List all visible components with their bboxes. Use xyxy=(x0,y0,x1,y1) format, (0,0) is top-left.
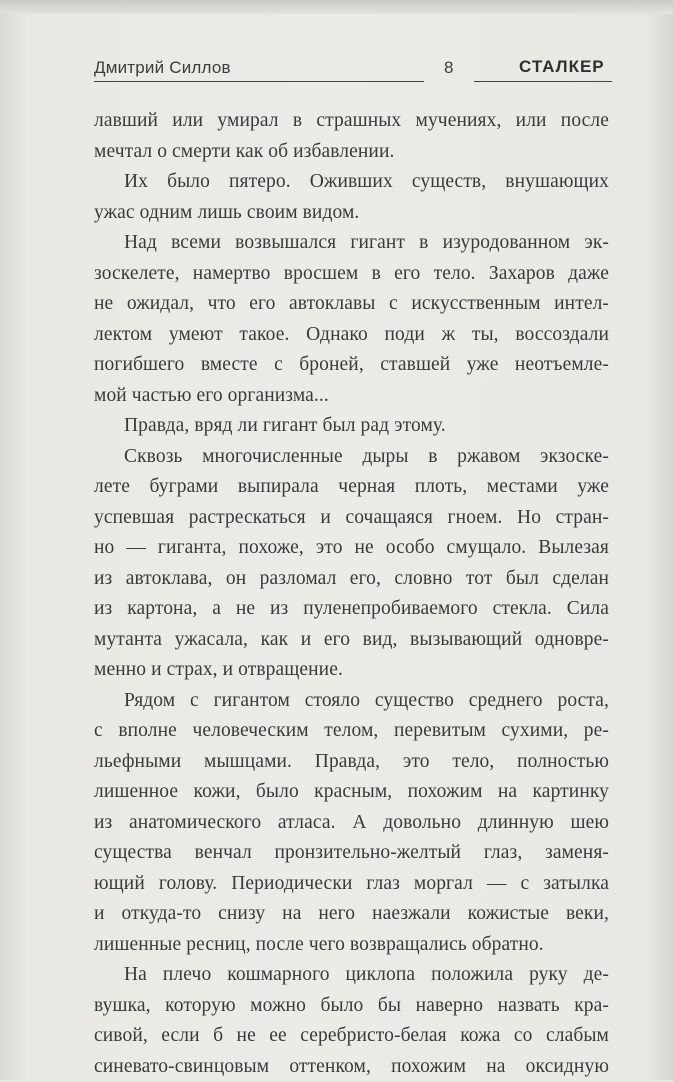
text-line: менно и страх, и отвращение. xyxy=(94,655,609,686)
text-line: но — гиганта, похоже, это не особо смущало. Вылезая xyxy=(94,533,609,564)
text-line: не ожидал, что его автоклавы с искусственным интел- xyxy=(94,289,609,320)
text-line: существа венчал пронзительно-желтый глаз, заменя- xyxy=(94,838,609,869)
text-line: лавший или умирал в страшных мучениях, или после xyxy=(94,106,609,137)
text-line: синевато-свинцовым оттенком, похожим на оксидную xyxy=(94,1052,609,1082)
page-top-edge xyxy=(0,0,673,14)
running-header xyxy=(94,54,614,84)
text-line: из картона, а не из пуленепробиваемого стекла. Сила xyxy=(94,594,609,625)
text-line: лете буграми выпирала черная плоть, местами уже xyxy=(94,472,609,503)
header-series-title: СТАЛКЕР xyxy=(519,57,605,77)
text-line: из анатомического атласа. А довольно длинную шею xyxy=(94,808,609,839)
paragraph-first-line: Их было пятеро. Оживших существ, внушающих xyxy=(94,167,609,198)
paragraph-first-line: На плечо кошмарного циклопа положила руку де- xyxy=(94,960,609,991)
text-line: ющий голову. Периодически глаз моргал — с затылка xyxy=(94,869,609,900)
paragraph-first-line: Над всеми возвышался гигант в изуродованном эк- xyxy=(94,228,609,259)
body-text xyxy=(94,106,609,1082)
text-line: мечтал о смерти как об избавлении. xyxy=(94,137,609,168)
text-line: вушка, которую можно было бы наверно назвать кра- xyxy=(94,991,609,1022)
text-line: и откуда-то снизу на него наезжали кожистые веки, xyxy=(94,899,609,930)
text-line: льефными мышцами. Правда, это тело, полностью xyxy=(94,747,609,778)
text-line: сивой, если б не ее серебристо-белая кожа со слабым xyxy=(94,1021,609,1052)
text-line: ужас одним лишь своим видом. xyxy=(94,198,609,229)
text-line: мутанта ужасала, как и его вид, вызывающий одновре- xyxy=(94,625,609,656)
text-line: лишенное кожи, было красным, похожим на картинку xyxy=(94,777,609,808)
page-number: 8 xyxy=(444,58,453,78)
text-line: погибшего вместе с броней, ставшей уже неотъемле- xyxy=(94,350,609,381)
header-rule-right xyxy=(474,81,612,82)
text-line: из автоклава, он разломал его, словно тот был сделан xyxy=(94,564,609,595)
text-line: с вполне человеческим телом, перевитым сухими, ре- xyxy=(94,716,609,747)
text-line: лектом умеют такое. Однако поди ж ты, воссоздали xyxy=(94,320,609,351)
text-line: мой частью его организма... xyxy=(94,381,609,412)
header-rule-left xyxy=(94,81,424,82)
text-line: зоскелете, намертво вросшем в его тело. Захаров даже xyxy=(94,259,609,290)
paragraph-first-line: Рядом с гигантом стояло существо среднего роста, xyxy=(94,686,609,717)
header-author: Дмитрий Силлов xyxy=(94,58,231,78)
text-line: лишенные ресниц, после чего возвращались обратно. xyxy=(94,930,609,961)
paragraph-first-line: Сквозь многочисленные дыры в ржавом экзоске- xyxy=(94,442,609,473)
paragraph-first-line: Правда, вряд ли гигант был рад этому. xyxy=(94,411,609,442)
text-line: успевшая растрескаться и сочащаяся гноем. Но стран- xyxy=(94,503,609,534)
